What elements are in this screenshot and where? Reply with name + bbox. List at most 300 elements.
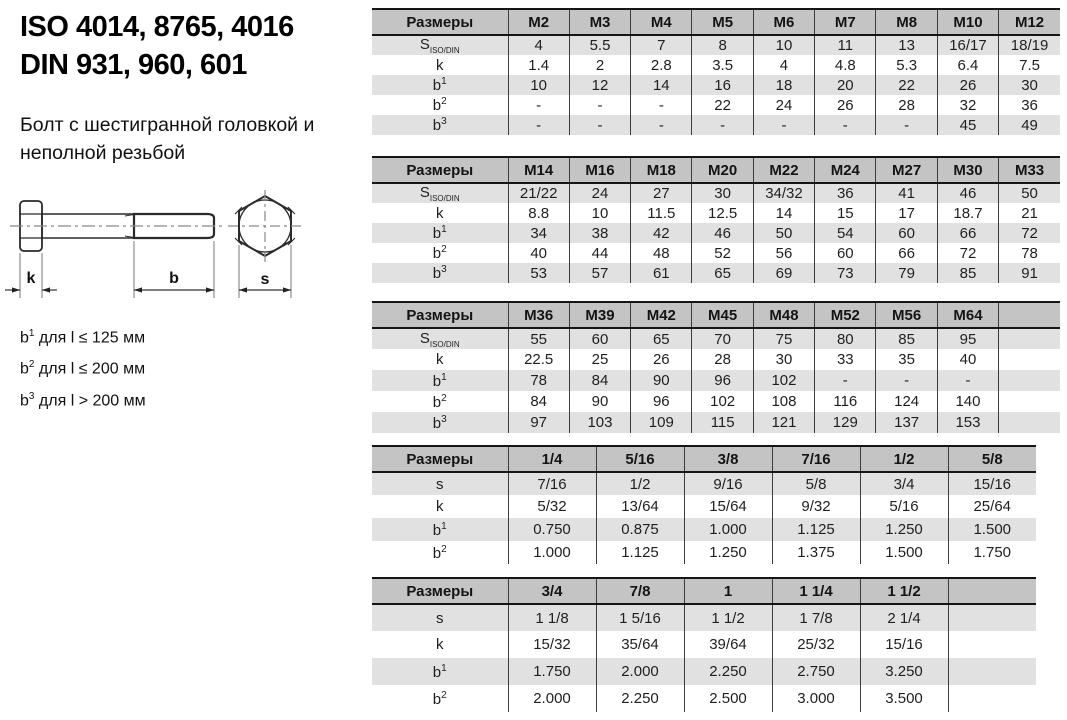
column-header: M48 — [753, 302, 814, 328]
cell: 1.500 — [860, 541, 948, 564]
cell: 9/32 — [772, 495, 860, 518]
row-label: $S_{ISO/DIN}$ — [372, 35, 508, 55]
header-sizes-label: Размеры — [372, 446, 508, 472]
column-header: M6 — [753, 9, 814, 35]
cell: 11.5 — [631, 203, 692, 223]
cell: 1.000 — [508, 541, 596, 564]
cell: 65 — [692, 263, 753, 283]
cell: 72 — [937, 243, 998, 263]
arrow-k-right — [42, 287, 50, 292]
cell — [948, 658, 1036, 685]
cell: 48 — [631, 243, 692, 263]
column-header: M52 — [815, 302, 876, 328]
header-row — [372, 578, 1036, 604]
cell: 35 — [876, 349, 937, 370]
cell: 95 — [937, 328, 998, 349]
row-label: k — [436, 56, 444, 74]
cell: 1.4 — [508, 55, 569, 75]
column-header: M42 — [631, 302, 692, 328]
arrow-s-left — [239, 287, 247, 292]
row-label: $S_{ISO/DIN}$ — [372, 328, 508, 349]
table-row — [372, 95, 1060, 115]
cell: 7 — [631, 35, 692, 55]
cell: 2.8 — [631, 55, 692, 75]
cell: 1.750 — [508, 658, 596, 685]
left-panel — [0, 0, 372, 720]
cell: 22 — [692, 95, 753, 115]
table-row — [372, 391, 1060, 412]
cell: 20 — [815, 75, 876, 95]
dimension-table-2 — [372, 156, 1060, 283]
cell: 34/32 — [753, 183, 814, 203]
column-header: M22 — [753, 157, 814, 183]
cell: 45 — [937, 115, 998, 135]
cell: 66 — [937, 223, 998, 243]
header-row — [372, 302, 1060, 328]
table-row — [372, 243, 1060, 263]
cell: 90 — [631, 370, 692, 391]
title-block — [0, 0, 372, 84]
column-header: 1 1/4 — [772, 578, 860, 604]
cell: - — [508, 115, 569, 135]
column-header: M33 — [999, 157, 1060, 183]
cell: 15/32 — [508, 631, 596, 658]
header-sizes-label: Размеры — [372, 302, 508, 328]
column-header: M5 — [692, 9, 753, 35]
column-header: 5/16 — [596, 446, 684, 472]
table-row — [372, 183, 1060, 203]
table-row — [372, 412, 1060, 433]
cell: 30 — [753, 349, 814, 370]
column-header: M27 — [876, 157, 937, 183]
row-label: k — [436, 351, 444, 368]
cell: 22 — [876, 75, 937, 95]
table-row — [372, 75, 1060, 95]
cell: 54 — [815, 223, 876, 243]
cell: 8 — [692, 35, 753, 55]
cell: - — [692, 115, 753, 135]
table-row — [372, 263, 1060, 283]
cell: 36 — [999, 95, 1060, 115]
cell: 5/32 — [508, 495, 596, 518]
cell: 11 — [815, 35, 876, 55]
cell: 1.250 — [860, 518, 948, 541]
row-label: $b^1$ — [372, 518, 508, 541]
column-header: M14 — [508, 157, 569, 183]
cell: 40 — [508, 243, 569, 263]
row-label: $b^3$ — [372, 115, 508, 135]
cell: 33 — [815, 349, 876, 370]
cell: 5.3 — [876, 55, 937, 75]
cell: - — [569, 115, 630, 135]
cell: 84 — [508, 391, 569, 412]
cell: 85 — [937, 263, 998, 283]
cell: 24 — [569, 183, 630, 203]
row-label: $S_{ISO/DIN}$ — [372, 183, 508, 203]
cell: 38 — [569, 223, 630, 243]
column-header: M20 — [692, 157, 753, 183]
cell: 10 — [569, 203, 630, 223]
cell: 124 — [876, 391, 937, 412]
column-header: M45 — [692, 302, 753, 328]
cell: 10 — [508, 75, 569, 95]
cell: 28 — [692, 349, 753, 370]
table-row — [372, 631, 1036, 658]
row-label: k — [436, 498, 444, 515]
arrow-b-left — [134, 287, 142, 292]
cell: 109 — [631, 412, 692, 433]
dimension-table-5 — [372, 577, 1036, 712]
cell: 50 — [999, 183, 1060, 203]
cell: 16/17 — [937, 35, 998, 55]
column-header: M12 — [999, 9, 1060, 35]
cell: 1.375 — [772, 541, 860, 564]
table-row — [372, 115, 1060, 135]
cell — [948, 631, 1036, 658]
cell: 39/64 — [684, 631, 772, 658]
cell: 102 — [692, 391, 753, 412]
bolt-drawing — [2, 186, 342, 310]
column-header: 1/4 — [508, 446, 596, 472]
row-label: $b^1$ — [372, 75, 508, 95]
table-row — [372, 55, 1060, 75]
legend-line: $b^1$ для l ≤ 125 мм — [20, 328, 146, 347]
row-label: $b^2$ — [432, 543, 447, 562]
cell: 2.000 — [596, 658, 684, 685]
row-label: $b^1$ — [372, 370, 508, 391]
table-row — [372, 370, 1060, 391]
cell: 84 — [569, 370, 630, 391]
table-row — [372, 541, 1036, 564]
cell: 70 — [692, 328, 753, 349]
cell: 75 — [753, 328, 814, 349]
cell: 1/2 — [596, 472, 684, 495]
cell: 60 — [815, 243, 876, 263]
cell: 3.250 — [860, 658, 948, 685]
cell: 1.125 — [772, 518, 860, 541]
cell: - — [815, 115, 876, 135]
cell: 24 — [753, 95, 814, 115]
row-label: s — [372, 604, 508, 631]
dimension-table-4 — [372, 445, 1036, 564]
cell: 14 — [753, 203, 814, 223]
cell: 96 — [631, 391, 692, 412]
cell: 60 — [569, 328, 630, 349]
cell: 12 — [569, 75, 630, 95]
cell: - — [508, 95, 569, 115]
dimension-k-label: k — [26, 270, 36, 287]
cell: 4 — [753, 55, 814, 75]
cell: 16 — [692, 75, 753, 95]
cell: 3.000 — [772, 685, 860, 712]
cell: 4.8 — [815, 55, 876, 75]
cell: 1.500 — [948, 518, 1036, 541]
table-row — [372, 472, 1036, 495]
cell — [999, 412, 1060, 433]
cell: 61 — [631, 263, 692, 283]
column-header: M3 — [569, 9, 630, 35]
cell: - — [815, 370, 876, 391]
cell: 1.250 — [684, 541, 772, 564]
cell: 30 — [999, 75, 1060, 95]
legend-line: $b^3$ для l > 200 мм — [20, 390, 146, 409]
cell: 3.5 — [692, 55, 753, 75]
cell: 1 5/16 — [596, 604, 684, 631]
tables-container — [372, 8, 1067, 712]
cell: 103 — [569, 412, 630, 433]
table-row — [372, 604, 1036, 631]
cell: 73 — [815, 263, 876, 283]
header-row — [372, 9, 1060, 35]
row-label: $b^2$ — [432, 244, 447, 262]
column-header: M2 — [508, 9, 569, 35]
cell: 2.250 — [684, 658, 772, 685]
cell: 3.500 — [860, 685, 948, 712]
cell: 8.8 — [508, 203, 569, 223]
cell: 9/16 — [684, 472, 772, 495]
cell: 91 — [999, 263, 1060, 283]
table-row — [372, 658, 1036, 685]
cell: 12.5 — [692, 203, 753, 223]
cell: 108 — [753, 391, 814, 412]
cell: 17 — [876, 203, 937, 223]
cell: 28 — [876, 95, 937, 115]
cell: 34 — [508, 223, 569, 243]
cell: 41 — [876, 183, 937, 203]
column-header: M56 — [876, 302, 937, 328]
cell: 1.000 — [684, 518, 772, 541]
cell: 78 — [508, 370, 569, 391]
column-header: M4 — [631, 9, 692, 35]
column-header-empty — [948, 578, 1036, 604]
cell: - — [631, 95, 692, 115]
legend-line: $b^2$ для l ≤ 200 мм — [20, 359, 146, 378]
column-header: M10 — [937, 9, 998, 35]
column-header: M8 — [876, 9, 937, 35]
cell: 49 — [999, 115, 1060, 135]
cell: 52 — [692, 243, 753, 263]
cell: 36 — [815, 183, 876, 203]
cell: 5/8 — [772, 472, 860, 495]
cell: 55 — [508, 328, 569, 349]
cell — [999, 370, 1060, 391]
header-row — [372, 446, 1036, 472]
column-header: 7/8 — [596, 578, 684, 604]
row-label: $b^2$ — [432, 96, 447, 114]
bolt-drawing-svg — [2, 186, 342, 310]
title-din: DIN 931, 960, 601 — [20, 49, 247, 81]
cell: 25/64 — [948, 495, 1036, 518]
cell: 7/16 — [508, 472, 596, 495]
cell: 0.875 — [596, 518, 684, 541]
cell: 44 — [569, 243, 630, 263]
cell: 26 — [815, 95, 876, 115]
cell: 22.5 — [508, 349, 569, 370]
cell: - — [753, 115, 814, 135]
table-row — [372, 685, 1036, 712]
cell: 1.750 — [948, 541, 1036, 564]
cell — [948, 604, 1036, 631]
cell: 15/64 — [684, 495, 772, 518]
cell: 18 — [753, 75, 814, 95]
cell: 66 — [876, 243, 937, 263]
cell: 2 — [569, 55, 630, 75]
dimension-table-1 — [372, 8, 1060, 135]
cell: 97 — [508, 412, 569, 433]
header-sizes-label: Размеры — [372, 9, 508, 35]
cell: 90 — [569, 391, 630, 412]
column-header: 7/16 — [772, 446, 860, 472]
cell: 15/16 — [860, 631, 948, 658]
cell: 0.750 — [508, 518, 596, 541]
cell: 26 — [631, 349, 692, 370]
row-label: k — [436, 636, 444, 653]
cell: 42 — [631, 223, 692, 243]
cell — [999, 328, 1060, 349]
cell — [999, 391, 1060, 412]
cell: 10 — [753, 35, 814, 55]
header-row — [372, 157, 1060, 183]
cell: 15/16 — [948, 472, 1036, 495]
column-header: M30 — [937, 157, 998, 183]
cell: 5/16 — [860, 495, 948, 518]
cell: 65 — [631, 328, 692, 349]
row-label: $b^3$ — [372, 263, 508, 283]
cell: 153 — [937, 412, 998, 433]
cell: 129 — [815, 412, 876, 433]
cell: 116 — [815, 391, 876, 412]
cell: 1 1/2 — [684, 604, 772, 631]
column-header: 3/8 — [684, 446, 772, 472]
row-label: k — [436, 204, 444, 222]
arrow-b-right — [206, 287, 214, 292]
row-label: $b^1$ — [372, 223, 508, 243]
cell: 72 — [999, 223, 1060, 243]
column-header: 1 1/2 — [860, 578, 948, 604]
cell: 6.4 — [937, 55, 998, 75]
cell: 1.125 — [596, 541, 684, 564]
cell: 96 — [692, 370, 753, 391]
cell: 3/4 — [860, 472, 948, 495]
column-header: M24 — [815, 157, 876, 183]
row-label: $b^3$ — [372, 412, 508, 433]
cell: 53 — [508, 263, 569, 283]
header-sizes-label: Размеры — [372, 578, 508, 604]
cell: 18.7 — [937, 203, 998, 223]
column-header: M16 — [569, 157, 630, 183]
cell — [948, 685, 1036, 712]
cell: 21 — [999, 203, 1060, 223]
cell: 2.250 — [596, 685, 684, 712]
cell: 27 — [631, 183, 692, 203]
column-header: 5/8 — [948, 446, 1036, 472]
column-header-empty — [999, 302, 1060, 328]
cell: 5.5 — [569, 35, 630, 55]
header-sizes-label: Размеры — [372, 157, 508, 183]
cell: 25/32 — [772, 631, 860, 658]
cell: 2 1/4 — [860, 604, 948, 631]
table-row — [372, 35, 1060, 55]
column-header: M64 — [937, 302, 998, 328]
row-label: $b^1$ — [372, 658, 508, 685]
cell: 56 — [753, 243, 814, 263]
column-header: 1 — [684, 578, 772, 604]
row-label: $b^2$ — [432, 392, 447, 411]
cell: 46 — [692, 223, 753, 243]
title-iso: ISO 4014, 8765, 4016 — [20, 11, 294, 43]
cell: 13 — [876, 35, 937, 55]
cell: 18/19 — [999, 35, 1060, 55]
cell: 15 — [815, 203, 876, 223]
cell: 14 — [631, 75, 692, 95]
column-header: M7 — [815, 9, 876, 35]
table-row — [372, 495, 1036, 518]
cell: 1 1/8 — [508, 604, 596, 631]
table-row — [372, 203, 1060, 223]
cell: 85 — [876, 328, 937, 349]
dimension-b-label: b — [169, 270, 179, 287]
cell: 140 — [937, 391, 998, 412]
cell: 2.500 — [684, 685, 772, 712]
cell: 79 — [876, 263, 937, 283]
subtitle: Болт с шестигранной головкой и неполной резьбой — [20, 114, 315, 164]
cell: 2.000 — [508, 685, 596, 712]
cell: 80 — [815, 328, 876, 349]
column-header: 3/4 — [508, 578, 596, 604]
thread-length-legend — [20, 320, 146, 414]
table-row — [372, 223, 1060, 243]
cell: 1 7/8 — [772, 604, 860, 631]
cell: 121 — [753, 412, 814, 433]
column-header: M36 — [508, 302, 569, 328]
cell: 7.5 — [999, 55, 1060, 75]
column-header: M18 — [631, 157, 692, 183]
cell: 60 — [876, 223, 937, 243]
arrow-k-left — [12, 287, 20, 292]
table-row — [372, 349, 1060, 370]
cell: 26 — [937, 75, 998, 95]
cell: 57 — [569, 263, 630, 283]
cell: 40 — [937, 349, 998, 370]
cell: - — [631, 115, 692, 135]
cell: 137 — [876, 412, 937, 433]
table-row — [372, 518, 1036, 541]
cell: 25 — [569, 349, 630, 370]
cell: 13/64 — [596, 495, 684, 518]
cell: 21/22 — [508, 183, 569, 203]
cell — [999, 349, 1060, 370]
cell: - — [569, 95, 630, 115]
cell: - — [876, 115, 937, 135]
cell: 46 — [937, 183, 998, 203]
cell: 50 — [753, 223, 814, 243]
cell: 115 — [692, 412, 753, 433]
row-label: s — [372, 472, 508, 495]
cell: - — [876, 370, 937, 391]
row-label: $b^2$ — [432, 689, 447, 708]
column-header: 1/2 — [860, 446, 948, 472]
cell: 69 — [753, 263, 814, 283]
cell: - — [937, 370, 998, 391]
cell: 78 — [999, 243, 1060, 263]
cell: 4 — [508, 35, 569, 55]
cell: 102 — [753, 370, 814, 391]
dimension-s-label: s — [260, 271, 270, 288]
arrow-s-right — [283, 287, 291, 292]
column-header: M39 — [569, 302, 630, 328]
cell: 30 — [692, 183, 753, 203]
cell: 2.750 — [772, 658, 860, 685]
